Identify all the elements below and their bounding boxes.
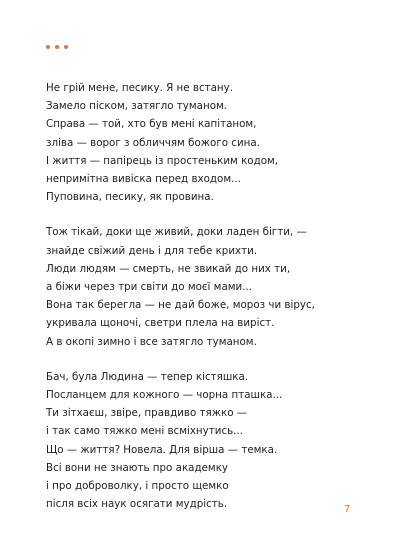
stanza-2 [46, 223, 366, 350]
poem-line: Посланцем для кожного — чорна пташка... [46, 389, 283, 402]
poem-line: знайде свіжий день і для тебе крихти. [46, 244, 258, 257]
poem-line: Що — життя? Новела. Для вірша — темка. [46, 443, 278, 456]
poem-line: і про доброволку, і просто щемко [46, 480, 229, 493]
poem-line: укривала щоночі, светри плела на виріст. [46, 317, 275, 330]
poem-line: після всіх наук осягати мудрість. [46, 498, 228, 511]
poem-line: Не грій мене, песику. Я не встану. [46, 82, 234, 94]
stanza-1 [46, 79, 366, 206]
poem-line: Вона так берегла — не дай боже, мороз чи вірус, [46, 299, 315, 312]
ornament-dot [46, 45, 50, 49]
poem-line: і так само тяжко мені всміхнутись... [46, 425, 243, 438]
page-number: 7 [344, 504, 351, 515]
poem-line: Бач, була Людина — тепер кістяшка. [46, 370, 249, 383]
ornament-dot [64, 45, 68, 49]
ornament-dot [55, 45, 59, 49]
poem-line: зліва — ворог з обличчям божого сина. [46, 136, 260, 149]
poem-line: Люди людям — смерть, не звикай до них ти, [46, 262, 291, 275]
poem-line: а біжи через три світи до моєї мами... [46, 281, 253, 294]
poem-body [46, 79, 366, 530]
poem-line: Справа — той, хто був мені капітаном, [46, 118, 257, 131]
stanza-3 [46, 368, 366, 514]
ornament-dots [46, 45, 68, 49]
poem-line: Пуповина, песику, як провина. [46, 191, 214, 204]
poem-line: І життя — папірець із простеньким кодом, [46, 154, 279, 167]
poem-line: Тож тікай, доки ще живий, доки ладен бігти, — [46, 226, 307, 239]
poem-line: А в окопі зимно і все затягло туманом. [46, 335, 257, 348]
poem-line: непримітна вивіска перед входом... [46, 173, 241, 186]
poem-line: Ти зітхаєш, звіре, правдиво тяжко — [46, 407, 248, 420]
poem-line: Всі вони не знають про академку [46, 461, 229, 474]
poem-line: Замело піском, затягло туманом. [46, 100, 228, 113]
